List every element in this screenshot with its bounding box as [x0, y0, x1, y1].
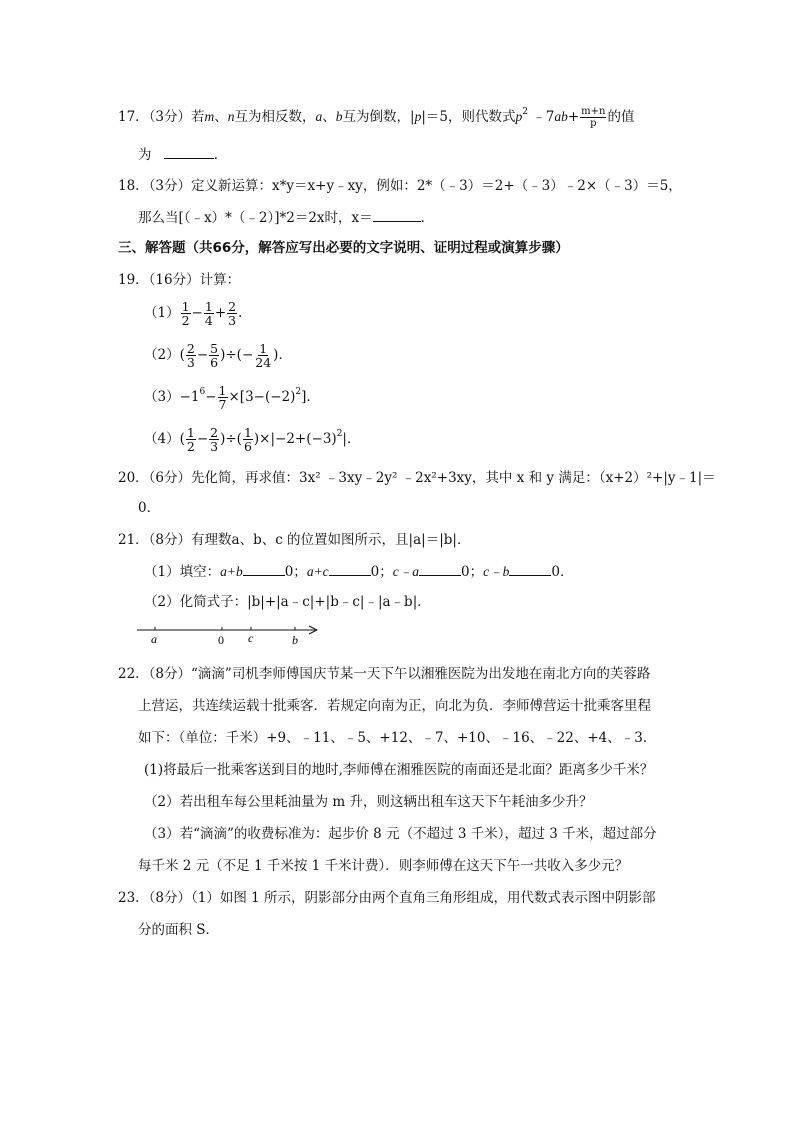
- q17-text: 若: [191, 109, 205, 125]
- q22-line2: 上营运，共连续运载十批乘客．若规定向南为正，向北为负．李师傅营运十批乘客里程: [138, 698, 651, 714]
- fraction-denominator: 7: [218, 397, 227, 412]
- q17-sep: 、: [214, 109, 228, 125]
- q22-part1: (1)将最后一批乘客送到目的地时,李师傅在湘雅医院的南面还是北面？距离多少千米？: [144, 762, 654, 778]
- fraction-numerator: 2: [186, 341, 195, 356]
- fraction-numerator: 1: [204, 299, 213, 314]
- q17-text: ﹣7: [527, 109, 555, 125]
- fraction-numerator: 1: [181, 299, 190, 314]
- zero-mark: 0；: [370, 564, 393, 580]
- fraction-numerator: 1: [259, 341, 268, 356]
- section-heading: 三、解答题（共66分，解答应写出必要的文字说明、证明过程或演算步骤）: [118, 240, 569, 256]
- fraction-denominator: 6: [243, 439, 252, 454]
- expression: ]．: [301, 389, 320, 405]
- fraction-numerator: 2: [228, 299, 237, 314]
- fraction: [227, 300, 237, 327]
- q19-part3: [144, 384, 320, 411]
- q18-line1: [118, 176, 682, 196]
- q18-end: ．: [420, 210, 435, 226]
- answer-blank[interactable]: [419, 561, 461, 576]
- q20-line2: 0．: [138, 500, 161, 516]
- q22-line1: 22．（8分）“滴滴”司机李师傅国庆节某一天下午以湘雅医院为出发地在南北方向的芙蓉路: [118, 666, 651, 682]
- fraction: [209, 426, 219, 453]
- q21-heading: 21．（8分）有理数a、b、c 的位置如图所示，且|a|＝|b|．: [118, 532, 471, 548]
- fraction-numerator: 1: [186, 425, 195, 440]
- expression: c﹣b: [483, 564, 510, 579]
- fraction-denominator: 3: [210, 439, 219, 454]
- number-line-figure: [135, 620, 325, 648]
- answer-blank[interactable]: [243, 561, 285, 576]
- fraction: [218, 384, 228, 411]
- fraction-denominator: p: [590, 118, 597, 129]
- paren: (: [179, 347, 185, 363]
- q17-number: 17．: [118, 109, 149, 125]
- q18-text: 定义新运算：x*y＝x+y﹣xy，例如：2*（﹣3）＝2+（﹣3）﹣2×（﹣3）＝5，: [191, 178, 682, 194]
- expression: −1: [179, 389, 200, 405]
- exponent: 2: [336, 429, 343, 439]
- q20-line1: 20．（6分）先化简，再求值：3x² ﹣3xy﹣2y² ﹣2x²+3xy，其中 x 和 y 满足：（x+2）²+|y﹣1|＝: [118, 470, 716, 486]
- fraction: [186, 426, 196, 453]
- q17-score: （3分）: [148, 109, 192, 125]
- operator: −: [196, 431, 209, 447]
- var-m: m: [204, 109, 215, 124]
- answer-blank[interactable]: [164, 144, 214, 159]
- part-label: （1）: [144, 305, 180, 321]
- fraction: [209, 342, 219, 369]
- q19-part4: [144, 426, 360, 453]
- fraction-numerator: 2: [210, 425, 219, 440]
- zero-mark: 0．: [551, 564, 574, 580]
- fraction-numerator: 1: [243, 425, 252, 440]
- q19-part1: [144, 300, 252, 327]
- answer-blank[interactable]: [509, 561, 551, 576]
- var-b: b: [335, 109, 343, 124]
- q19-heading: 19．（16分）计算：: [118, 272, 241, 288]
- fraction: [181, 300, 191, 327]
- fraction-denominator: 24: [255, 355, 272, 370]
- fraction: [580, 106, 606, 129]
- operator: −: [196, 347, 209, 363]
- q18-number: 18．: [118, 178, 149, 194]
- var-n: n: [227, 109, 235, 124]
- var-a: a: [315, 109, 323, 124]
- part-label: （1）填空：: [144, 564, 221, 580]
- fraction-denominator: 3: [228, 313, 237, 328]
- paren: (: [179, 431, 185, 447]
- q23-line1: 23．（8分）（1）如图 1 所示，阴影部分由两个直角三角形组成，用代数式表示图中阴影部: [118, 890, 656, 906]
- operator: +: [214, 305, 227, 321]
- plus-sign: +: [567, 109, 580, 125]
- answer-blank[interactable]: [329, 561, 371, 576]
- expression: a+c: [306, 564, 329, 579]
- fraction-denominator: 4: [204, 313, 213, 328]
- operator: −: [205, 389, 217, 405]
- q22-line3: 如下：（单位：千米）+9、﹣11、﹣5、+12、﹣7、+10、﹣16、﹣22、+4、﹣3．: [138, 730, 657, 746]
- expression: )×|−2+(−3): [253, 431, 337, 447]
- q17-text: 互为倒数，|: [342, 109, 415, 125]
- fraction-numerator: 5: [210, 341, 219, 356]
- fraction-denominator: 3: [186, 355, 195, 370]
- q23-line2: 分的面积 S．: [138, 922, 220, 938]
- q18-score: （3分）: [148, 178, 192, 194]
- zero-mark: 0；: [284, 564, 307, 580]
- fraction-numerator: 1: [218, 383, 227, 398]
- part-label: （3）: [144, 389, 180, 405]
- fraction: [243, 426, 253, 453]
- fraction-numerator: m+n: [581, 106, 606, 117]
- q21-part1: [144, 561, 573, 582]
- var-p: p: [515, 109, 523, 124]
- exponent: 2: [295, 387, 302, 397]
- q21-part2: （2）化简式子：|b|+|a﹣c|+|b﹣c|﹣|a﹣b|．: [144, 594, 431, 610]
- q19-part2: [144, 342, 292, 369]
- label-c: c: [248, 631, 254, 645]
- q17-text: |＝5，则代数式: [421, 109, 516, 125]
- q17-text: 互为相反数，: [234, 109, 316, 125]
- part-label: （4）: [144, 431, 180, 447]
- expression: c﹣a: [392, 564, 420, 579]
- q17-text: 为: [138, 147, 152, 163]
- q17-line2: [138, 144, 227, 165]
- operator: )÷(−: [220, 347, 254, 363]
- q18-line2: [138, 207, 434, 228]
- label-zero: 0: [218, 633, 224, 647]
- expression: |．: [342, 431, 361, 447]
- part-label: （2）: [144, 347, 180, 363]
- label-b: b: [292, 633, 298, 647]
- q17-sep: 、: [322, 109, 336, 125]
- q22-part2: （2）若出租车每公里耗油量为 m 升，则这辆出租车这天下午耗油多少升？: [144, 794, 593, 810]
- label-a: a: [151, 632, 157, 646]
- expression: a+b: [220, 564, 243, 579]
- operator: −: [191, 305, 203, 321]
- fraction: [254, 342, 272, 369]
- expression: ×[3−(−2): [228, 389, 296, 405]
- end-mark: ．: [238, 305, 252, 321]
- q17-text: 的值: [607, 109, 635, 125]
- fraction-denominator: 2: [186, 439, 195, 454]
- q22-part3-cont: 每千米 2 元（不足 1 千米按 1 千米计费）．则李师傅在这天下午一共收入多少元？: [138, 858, 629, 874]
- answer-blank[interactable]: [373, 207, 421, 222]
- exponent: 2: [522, 107, 528, 117]
- q22-part3: （3）若“滴滴”的收费标准为：起步价 8 元（不超过 3 千米），超过 3 千米，超过部分: [144, 826, 657, 842]
- fraction-denominator: 6: [210, 355, 219, 370]
- fraction: [204, 300, 214, 327]
- end-mark: )．: [273, 347, 292, 363]
- var-ab: ab: [554, 109, 568, 124]
- q17-line1: [118, 106, 634, 129]
- q18-text: 那么当[（﹣x）*（﹣2）]*2＝2x时，x＝: [138, 210, 373, 226]
- zero-mark: 0；: [461, 564, 484, 580]
- operator: )÷(: [220, 431, 242, 447]
- fraction-denominator: 2: [181, 313, 190, 328]
- fraction: [186, 342, 196, 369]
- var-p: p: [414, 109, 422, 124]
- q17-end: ．: [213, 147, 228, 163]
- exponent: 6: [199, 387, 206, 397]
